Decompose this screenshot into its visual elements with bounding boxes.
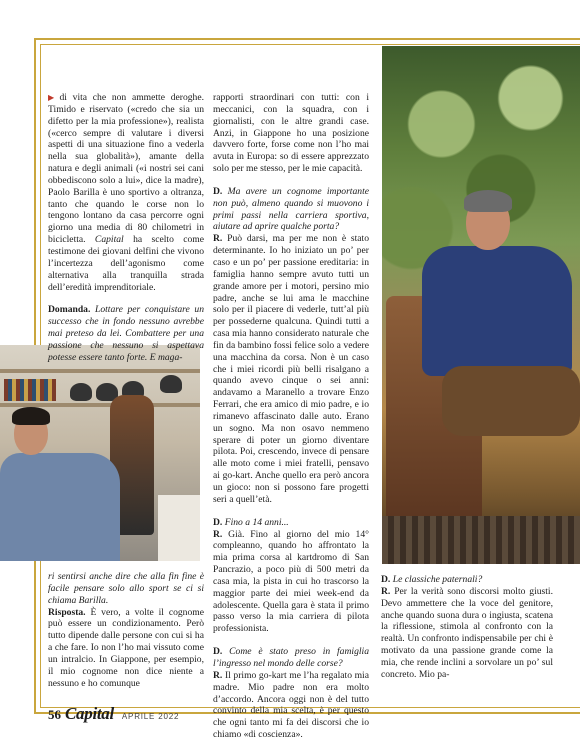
answer-5: R. Per la verità sono discorsi molto giusti. Devo ammettere che la voce del genitore, anche quando suona dura o ingiusta, scatena la riflessione, stimola al confronto con la realtà. Un confronto indispensabile per chi è motivato da una passione grande come la mia, che rende inclini a sorvolare un po’ sul concreto. Mio pa- (381, 585, 553, 680)
intro-tail: ha scelto come testimone dei giovani delfini che vivono l’incertezza dell’agonismo come alternativa alla tranquilla strada dell’eredità imprenditoriale. (48, 234, 204, 293)
column-1-bottom (48, 571, 204, 689)
helmet-icon (70, 383, 92, 401)
question-3: D. Fino a 14 anni... (213, 516, 289, 528)
answer-2: R. Può darsi, ma per me non è stato determinante. Io ho iniziato un po’ per caso e un po’ per passione ereditaria: in famiglia hanno sempre avuto tutti un grande amore per i motori, persino mio padre, anche se lui ama le macchine solo per il piacere di vederle, tutt’al più per possederne qualcuna. Quindi tutti a casa mia hanno considerato naturale che fin da bambino fossi felice solo a vedere una macchina da corsa. Non è un caso che i miei ricordi più belli risalgano a quando avevo cinque o sei anni: andavamo a Maranello a trovare Enzo Ferrari, che era amico di mio padre, e io rimanevo affascinato dalle auto. Erano un sogno. Ma non osavo nemmeno sperare di poter un giorno diventare pilota. Poi, crescendo, invece di pensare alle moto come i miei fratelli, pensavo ai go-kart. Anche quello era però ancora un gioco: non si possono fare progetti seri a quell’età. (213, 233, 369, 505)
column-3 (381, 574, 553, 681)
young-man-hair (12, 407, 50, 425)
man-sweater (422, 246, 572, 376)
books (4, 379, 56, 401)
question-lead: Domanda. (48, 304, 91, 316)
column-2 (213, 92, 369, 741)
answer-4: R. Il primo go-kart me l’ha regalato mia madre. Mio padre non era molto d’accordo. Ancora oggi non è del tutto convinto della mia scelta, è per questo che ogni tanto mi fa dei discorsi che io chiamo «di coscienza». (213, 669, 369, 741)
portrait-photo (382, 46, 580, 564)
question-2: D. Ma avere un cognome importante non può, almeno quando si muovono i primi passi nella carriera sportiva, aiutare ad aprire qualche porta? (213, 185, 369, 233)
brand-mention: Capital (94, 234, 124, 246)
white-panel (158, 495, 200, 561)
man-hair (464, 190, 512, 212)
shelf (0, 369, 200, 373)
helmet-icon (160, 375, 182, 393)
young-man-shirt (0, 453, 120, 561)
question-1-continued: ri sentirsi anche dire che alla fin fine è facile pensare solo allo sport se ci si chiama Barilla. (48, 571, 204, 606)
question-5: D. Le classiche paternali? (381, 574, 483, 585)
column-1 (48, 92, 204, 364)
page-number: 56 (48, 707, 61, 722)
page-footer (48, 704, 179, 724)
question-4: D. Come è stato preso in famiglia l’ingresso nel mondo delle corse? (213, 646, 369, 669)
magazine-logo: Capital (65, 704, 114, 723)
young-driver-photo (0, 345, 200, 561)
question-1 (48, 304, 204, 363)
issue-date: APRILE 2022 (121, 712, 180, 721)
answer-text: È vero, a volte il cognome può essere un condizionamento. Però tutto dipende dalle persone con cui si ha a che fare. Io non l’ho mai vissuto come un intralcio. In Giappone, per esempio, il mio cognome non dice niente a nessuno e ho comunque (48, 606, 204, 689)
intro-text: di vita che non ammette deroghe. Timido e riservato («credo che sia un difetto per la mia professione»), realista («cerco sempre di valutare i diversi aspetti di una situazione fino a vederla nella sua globalità»), amante della natura e degli animali («i nostri sei cani obbediscono solo a lui», dice la madre), Paolo Barilla è uno sportivo a oltranza, tanto che quando le corse non lo tengono lontano da casa percorre ogni giorno una media di 80 chilometri in bicicletta. (48, 92, 204, 246)
answer-1-continued: rapporti straordinari con tutti: con i meccanici, con la squadra, con i giornalisti, con le altre grandi case. Anzi, in Giappone ho una posizione davvero forte, forse come non l’ho mai avuta in Europa: so di essere apprezzato solo per me stesso, per le mie capacità. (213, 92, 369, 175)
question-text: Lottare per conquistare un successo che in fondo nessuno avrebbe mai preteso da lei. Combattere per una passione che nessuno si aspettava potesse essere tanto forte. E maga- (48, 304, 204, 363)
intro-paragraph (48, 92, 204, 293)
rug (382, 516, 580, 564)
answer-1 (48, 607, 204, 690)
answer-3: R. Già. Fino al giorno del mio 14° compleanno, quando ho affrontato la mia prima corsa al kartdromo di San Pancrazio, a poco più di 500 metri da casa mia, la pista in cui ho trascorso la maggior parte dei miei week-end da adolescente. Quella gara è stata il primo passo verso la mia carriera di pilota professionista. (213, 528, 369, 635)
man-legs (442, 366, 580, 436)
answer-lead: Risposta. (48, 606, 86, 618)
arrow-icon: ▶ (48, 93, 58, 102)
